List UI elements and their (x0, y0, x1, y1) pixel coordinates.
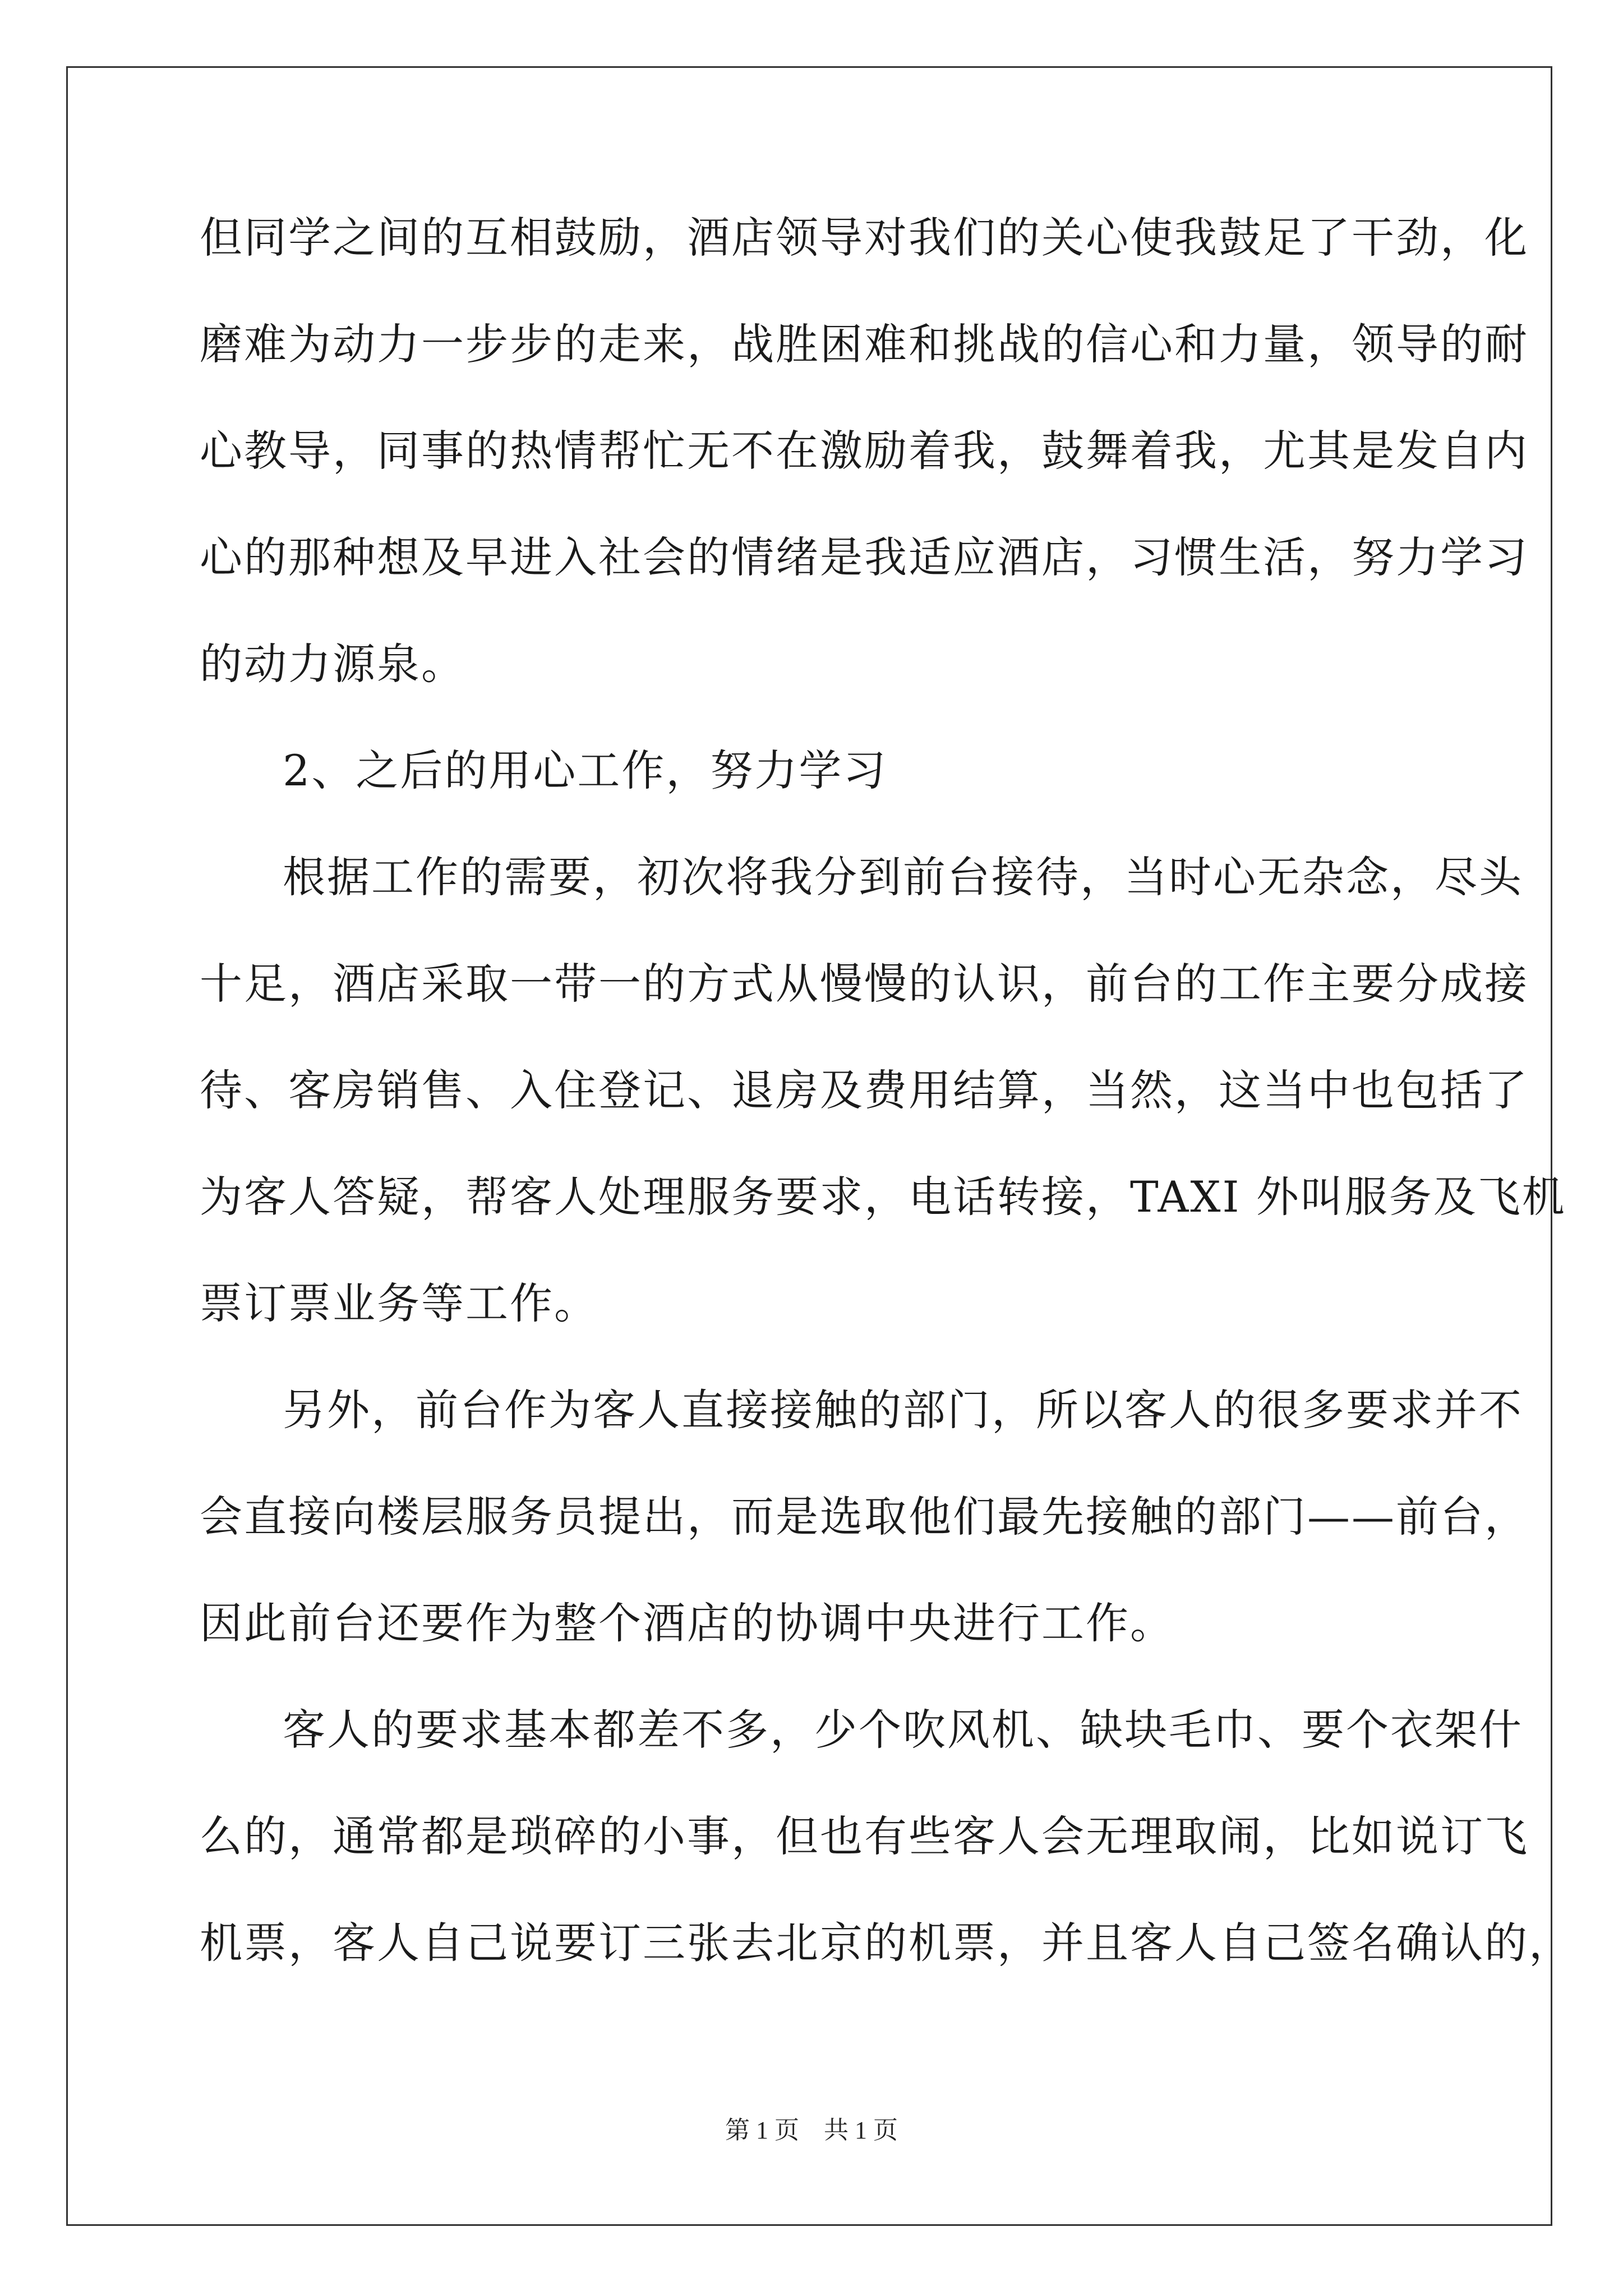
text-line: 但同学之间的互相鼓励，酒店领导对我们的关心使我鼓足了干劲，化 (200, 213, 1529, 263)
text-line: 十足，酒店采取一带一的方式从慢慢的认识，前台的工作主要分成接 (200, 959, 1529, 1009)
text-line: 为客人答疑，帮客人处理服务要求，电话转接，TAXI 外叫服务及飞机 (200, 1172, 1566, 1222)
text-line: 待、客房销售、入住登记、退房及费用结算，当然，这当中也包括了 (200, 1065, 1529, 1115)
section-heading: 2、之后的用心工作，努力学习 (283, 746, 888, 795)
text-line: 么的，通常都是琐碎的小事，但也有些客人会无理取闹，比如说订飞 (200, 1811, 1529, 1861)
text-line: 会直接向楼层服务员提出，而是选取他们最先接触的部门——前台， (200, 1492, 1529, 1542)
text-line: 心教导，同事的热情帮忙无不在激励着我，鼓舞着我，尤其是发自内 (200, 426, 1529, 476)
text-line: 客人的要求基本都差不多，少个吹风机、缺块毛巾、要个衣架什 (283, 1705, 1523, 1755)
text-line: 磨难为动力一步步的走来，战胜困难和挑战的信心和力量，领导的耐 (200, 319, 1529, 369)
text-line: 另外，前台作为客人直接接触的部门，所以客人的很多要求并不 (283, 1385, 1523, 1435)
text-line: 票订票业务等工作。 (200, 1278, 598, 1328)
text-line: 心的那种想及早进入社会的情绪是我适应酒店，习惯生活，努力学习 (200, 532, 1529, 582)
text-line: 的动力源泉。 (200, 639, 465, 689)
text-line: 因此前台还要作为整个酒店的协调中央进行工作。 (200, 1598, 1174, 1648)
text-line: 机票，客人自己说要订三张去北京的机票，并且客人自己签名确认的， (200, 1918, 1573, 1968)
text-line: 根据工作的需要，初次将我分到前台接待，当时心无杂念，尽头 (283, 852, 1523, 902)
document-body (200, 209, 1573, 2021)
page-number-footer: 第 1 页 共 1 页 (725, 2116, 898, 2144)
